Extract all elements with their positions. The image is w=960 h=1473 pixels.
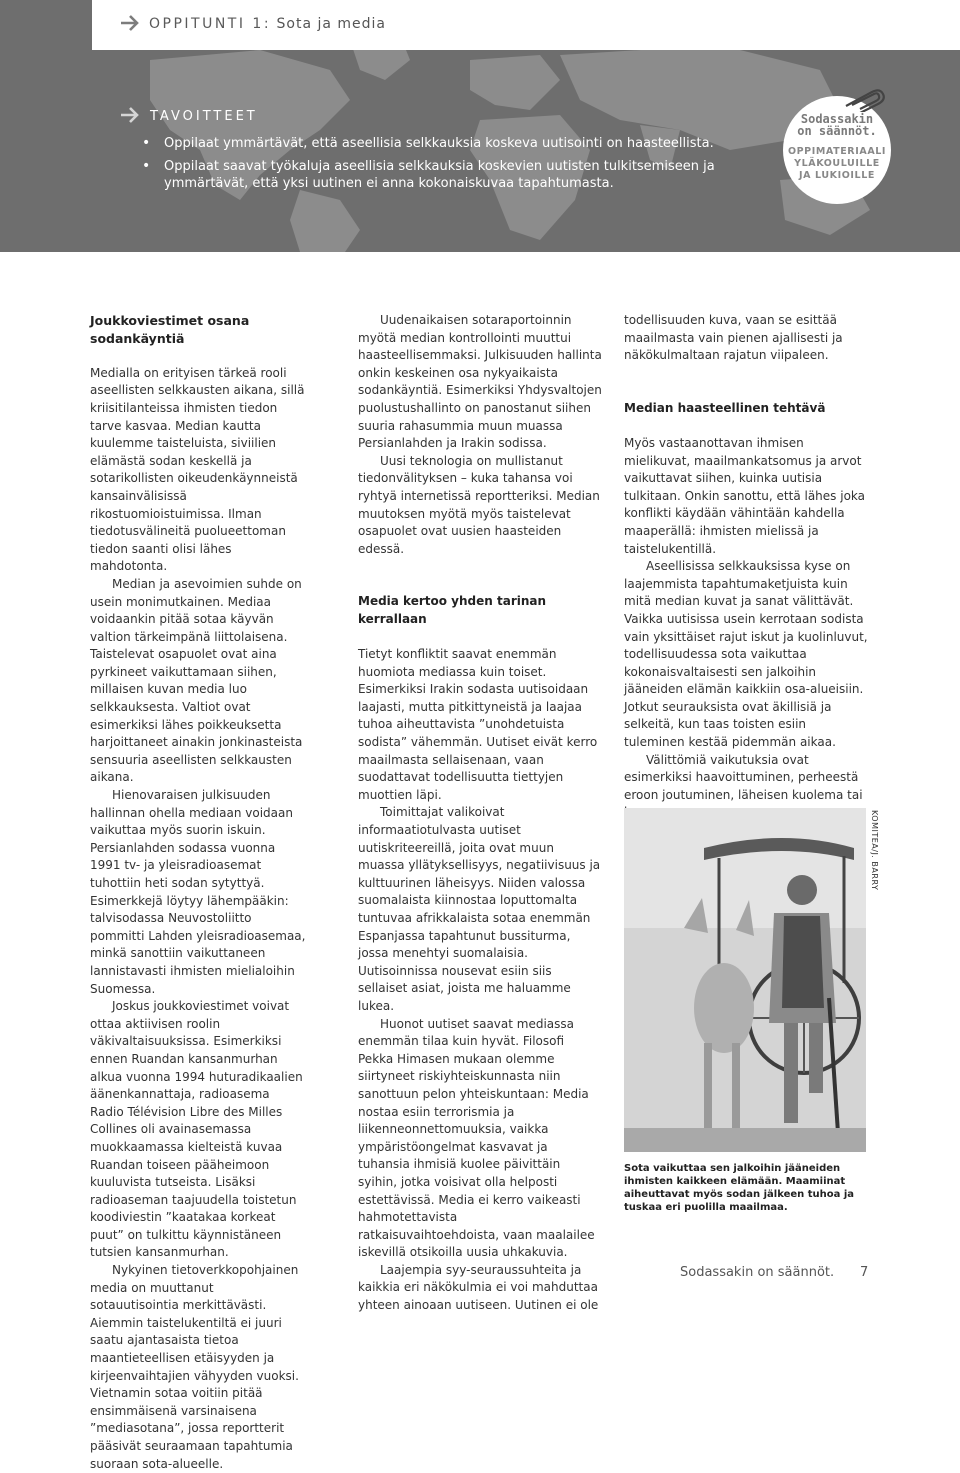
photo-caption: Sota vaikuttaa sen jalkoihin jääneiden ihmisten kaikkeen elämään. Maamiinat aiheuttavat myös sodan jälkeen tuhoa ja tuskaa eri puolilla maailmaa.	[624, 1163, 855, 1213]
header-banner	[0, 0, 960, 252]
paragraph: Hienovaraisen julkisuuden hallinnan ohella mediaan voidaan vaikuttaa myös suorin iskuin. Persianlahden sodassa vuonna 1991 tv- ja yleisradioasemat tuhottiin heti sodan sytyttyä. Esimerkkejä löytyy lähempääkin: talvisodassa Neuvostoliitto pommitti Lahden yleisradioasemaa, minkä sanottiin vaikuttaneen lannistavasti ihmisten mielialoihin Suomessa.	[90, 788, 306, 996]
section-heading: Joukkoviestimet osana sodankäyntiä	[90, 313, 250, 346]
badge-sub-line: OPPIMATERIAALI	[787, 146, 887, 157]
paragraph: Nykyinen tietoverkkopohjainen media on muuttanut sotauutisointia merkittävästi. Aiemmin taistelukentiltä ei juuri saatu ajantasaista tietoa maantieteellisen etäisyyden ja kirjeenvaihtajien vähyyden vuoksi. Vietnamin sotaa voitiin pitää ensimmäisenä varsinaisena ”mediasotana”, jossa reportterit pääsivät seuraamaan tapahtumia suoraan sota-alueelle.	[90, 1263, 299, 1471]
section-heading: Median haasteellinen tehtävä	[624, 400, 826, 415]
badge-subtitle	[783, 146, 891, 182]
badge-title-line: on säännöt.	[797, 124, 877, 138]
series-badge	[783, 96, 891, 204]
paragraph: todellisuuden kuva, vaan se esittää maailmasta vain pienen ajallisesti ja näkökulmaltaan rajatun viipaleen.	[624, 313, 843, 363]
lesson-prefix: OPPITUNTI 1:	[149, 16, 272, 32]
photo-image	[624, 808, 866, 1152]
goal-item: • Oppilaat ymmärtävät, että aseellisia selkkauksia koskeva uutisointi on haasteellista.	[140, 135, 740, 152]
paragraph: Uusi teknologia on mullistanut tiedonvälityksen – kuka tahansa voi ryhtyä internetissä reportteriksi. Median muutoksen myötä myös taistelevat osapuolet ovat uusien haasteiden edessä.	[358, 453, 600, 556]
badge-title	[783, 113, 891, 137]
paragraph: Tietyt konfliktit saavat enemmän huomiota mediassa kuin toiset. Esimerkiksi Irakin sodasta uutisoidaan laajasti, mutta pitkittyneistä ja laajaa tuhoa aiheuttavista ”unohdetuista sodista” vähemmän. Uutiset eivät kerro maailmasta sellaisenaan, vaan suodattavat todellisuutta tiettyjen muottien läpi.	[358, 647, 598, 802]
text-column-1	[90, 312, 306, 1473]
badge-sub-line: YLÄKOULUILLE	[794, 158, 880, 169]
paragraph: Median ja asevoimien suhde on usein monimutkainen. Mediaa voidaankin pitää sotaa käyvän valtion tärkeimpänä liittolaisena. Taistelevat osapuolet ovat aina pyrkineet vaikuttamaan siihen, millaisen kuvan media luo selkkauksesta. Valtiot ovat esimerkiksi lähes poikkeuksetta harjoittaneet ainakin jonkinasteista sensuuria aseellisten selkkausten aikana.	[90, 576, 303, 785]
lesson-header	[92, 0, 960, 50]
paragraph: Toimittajat valikoivat informaatiotulvasta uutiset uutiskriteereillä, joita ovat muun muassa yllätyksellisyys, negatiivisuus ja kulttuurinen läheisyys. Niiden valossa suomalaista kiinnostaa loputtomalta tuntuvaa afrikkalaista sotaa enemmän Espanjassa tapahtunut bussiturma, jossa menehtyi suomalaisia. Uutisoinnissa nousevat esiin siis sellaiset asiat, joista me haluamme lukea.	[358, 805, 601, 1013]
paperclip-icon	[842, 86, 888, 112]
paragraph: Myös vastaanottavan ihmisen mielikuvat, maailmankatsomus ja arvot vaikuttavat siihen, kuinka uutisia tulkitaan. Onkin sanottu, että lähes joka konflikti käydään vähintään kahdella maaperällä: ihmisten mielissä ja taistelukentillä.	[624, 435, 865, 556]
paragraph: Uudenaikaisen sotaraportoinnin myötä median kontrollointi muuttui haasteellisemmaksi. Julkisuuden hallinta onkin keskeinen osa nykyaikaista sodankäyntiä. Esimerkiksi Yhdysvaltojen puolustushallinto on panostanut siihen suuria rahasummia muun muassa Persianlahden ja Irakin sodissa.	[358, 313, 602, 451]
paragraph: Joskus joukkoviestimet voivat ottaa aktiivisen roolin väkivaltaisuuksissa. Esimerkiksi ennen Ruandan kansanmurhan alkua vuonna 1994 huturadikaalien äänenkannattaja, radioasema Radio Télévision Libre des Milles Collines oli avainasemassa muokkaamassa kielteistä kuvaa Ruandan toiseen pääheimoon kuuluvista tutseista. Lisäksi radioaseman taajuudella toistetun koodiviestin ”kaatakaa korkeat puut” on tulkittu käynnistäneen tutsien kansanmurhan.	[90, 999, 303, 1260]
lesson-title	[149, 16, 386, 32]
section-heading: Media kertoo yhden tarinan kerrallaan	[358, 594, 547, 626]
arrow-right-icon	[120, 106, 140, 124]
photo-credit: KOMITEA/J. BARRY	[870, 810, 879, 891]
text-column-2	[358, 312, 602, 1315]
lesson-title-text: Sota ja media	[276, 16, 387, 32]
badge-sub-line: JA LUKIOILLE	[799, 170, 875, 181]
footer-title: Sodassakin on säännöt.	[680, 1265, 835, 1280]
badge-title-line: Sodassakin	[800, 112, 874, 126]
goal-item: • Oppilaat saavat työkaluja aseellisia selkkauksia koskevien uutisten tulkitsemiseen ja ymmärtävät, että yksi uutinen ei anna kokonaiskuvaa tapahtumasta.	[140, 158, 740, 192]
text-column-3	[624, 312, 870, 822]
goals-heading: TAVOITTEET	[150, 109, 258, 124]
photo-man-with-donkey-cart	[624, 808, 866, 1152]
paragraph: Laajempia syy-seuraussuhteita ja kaikkia eri näkökulmia ei voi mahduttaa yhteen ainoaan uutiseen. Uutinen ei ole	[358, 1262, 599, 1313]
arrow-right-icon	[120, 14, 140, 32]
paragraph: Medialla on erityisen tärkeä rooli aseellisten selkkausten aikana, sillä kriisitilanteissa ihmisten tiedon tarve kasvaa. Median kautta kuulemme taisteluista, siviilien elämästä sodan keskellä ja sotarikollisten oikeudenkäynneistä kansainvälisissä rikostuomioistuimissa. Ilman tiedotusvälineitä puolueettoman tiedon saanti olisi lähes mahdotonta.	[90, 365, 305, 574]
goals-list	[140, 135, 740, 198]
paragraph: Aseellisissa selkkauksissa kyse on laajemmista tapahtumaketjuista kuin mitä median kuvat ja sanat välittävät. Vaikka uutisissa usein kerrotaan sodista vain yksittäiset rajut iskut ja kuolinluvut, todellisuudessa sota vaikuttaa kokonaisvaltaisesti sen jalkoihin jääneiden elämän kaikkiin osa-alueisiin. Jotkut seurauksista ovat äkillisiä ja selkeitä, kun taas toisten esiin tuleminen kestää pidemmän aikaa.	[624, 559, 868, 750]
paragraph: Huonot uutiset saavat mediassa enemmän tilaa kuin hyvät. Filosofi Pekka Himasen mukaan olemme siirtyneet riskiyhteiskunnasta niin sanottuun pelon yhteiskuntaan: Media nostaa esiin terrorismia ja liikenneonnettomuuksia, vaikka ympäristöongelmat kasvavat ja tuhansia ihmisiä kuolee päivittäin syihin, jotka voisivat olla helposti estettävissä. Media ei kerro vaikeasti hahmotettavista ratkaisuvaihtoehdoista, vaan maalailee iskevillä otsikoilla uusia uhkakuvia.	[358, 1016, 595, 1260]
page-number: 7	[860, 1265, 869, 1280]
paragraph: Välittömiä vaikutuksia ovat esimerkiksi haavoittuminen, perheestä eroon joutuminen, läheisen kuolema tai	[624, 752, 863, 802]
